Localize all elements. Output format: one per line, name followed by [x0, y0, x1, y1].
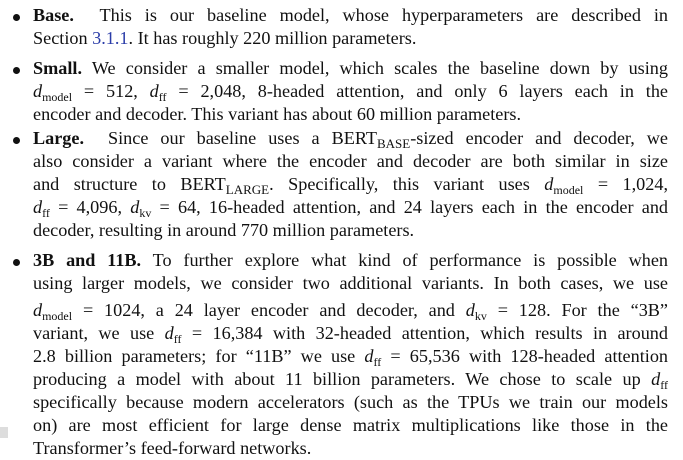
text-line: on) are most efficient for large dense matrix multiplications like those in the — [33, 415, 668, 435]
item-label: Large. — [33, 128, 85, 148]
item-label: Small. — [33, 58, 83, 78]
text-line: $d_{ff} = 4,096$, $d_{kv} = 64$, 16-headed attention, and 24 layers each in the encoder and — [33, 197, 669, 220]
math-d-kv: $d_{kv}$ — [130, 197, 152, 220]
text-line: decoder, resulting in around 770 million parameters. — [33, 220, 415, 240]
math-d-ff: $d_{ff}$ — [364, 346, 382, 369]
text-line: also consider a variant where the encoder and decoder are both similar in size — [33, 151, 668, 171]
bullet-icon — [13, 259, 20, 266]
item-label: Base. — [33, 5, 74, 25]
section-link[interactable]: 3.1.1 — [92, 28, 129, 48]
margin-marker — [0, 427, 8, 438]
math-d-kv: $d_{kv}$ — [465, 300, 487, 323]
text-line: producing a model with about 11 billion parameters. We chose to scale up $d_{ff}$ — [33, 369, 669, 392]
text-line: variant, we use $d_{ff} = 16,384$ with 32-headed attention, which results in around — [33, 323, 668, 346]
text-line: $d_{model} = 1024$, a 24 layer encoder and decoder, and $d_{kv} = 128$. For the “3B” — [33, 300, 668, 323]
bullet-icon — [13, 137, 20, 144]
text-line: Transformer’s feed-forward networks. — [33, 438, 312, 458]
text-line: Base. This is our baseline model, whose hyperparameters are described in — [33, 5, 669, 25]
text-line: Large. Since our baseline uses a $BERT_{BASE}$-sized encoder and decoder, we — [33, 128, 669, 151]
text-line: 3B and 11B. To further explore what kind of performance is possible when — [33, 250, 668, 270]
text-line: encoder and decoder. This variant has about 60 million parameters. — [33, 104, 522, 124]
math-d-ff: $d_{ff}$ — [164, 323, 182, 346]
bullet-icon — [13, 14, 20, 21]
text-line: 2.8 billion parameters; for “11B” we use $d_{ff} = 65,536$ with 128-headed attention — [33, 346, 669, 369]
math-d-model: $d_{model}$ — [544, 174, 584, 197]
text-line: $d_{model} = 512$, $d_{ff} = 2,048$, 8-headed attention, and only 6 layers each in the — [33, 81, 668, 104]
text-line: Section 3.1.1. It has roughly 220 million parameters. — [33, 28, 417, 48]
item-label: 3B and 11B. — [33, 250, 142, 270]
text-line: using larger models, we consider two additional variants. In both cases, we use — [33, 273, 668, 293]
math-d-ff: $d_{ff}$ — [149, 81, 167, 104]
math-d-model: $d_{model}$ — [33, 300, 73, 323]
bullet-icon — [13, 67, 20, 74]
text-line: Small. We consider a smaller model, which scales the baseline down by using — [33, 58, 668, 78]
math-d-model: $d_{model}$ — [33, 81, 73, 104]
text-line: and structure to $BERT_{LARGE}$. Specifically, this variant uses $d_{model} = 1,024$, — [33, 174, 668, 197]
math-d-ff: $d_{ff}$ — [33, 197, 50, 220]
text-line: specifically because modern accelerators (such as the TPUs we train our models — [33, 392, 668, 412]
math-d-ff: $d_{ff}$ — [651, 369, 669, 392]
